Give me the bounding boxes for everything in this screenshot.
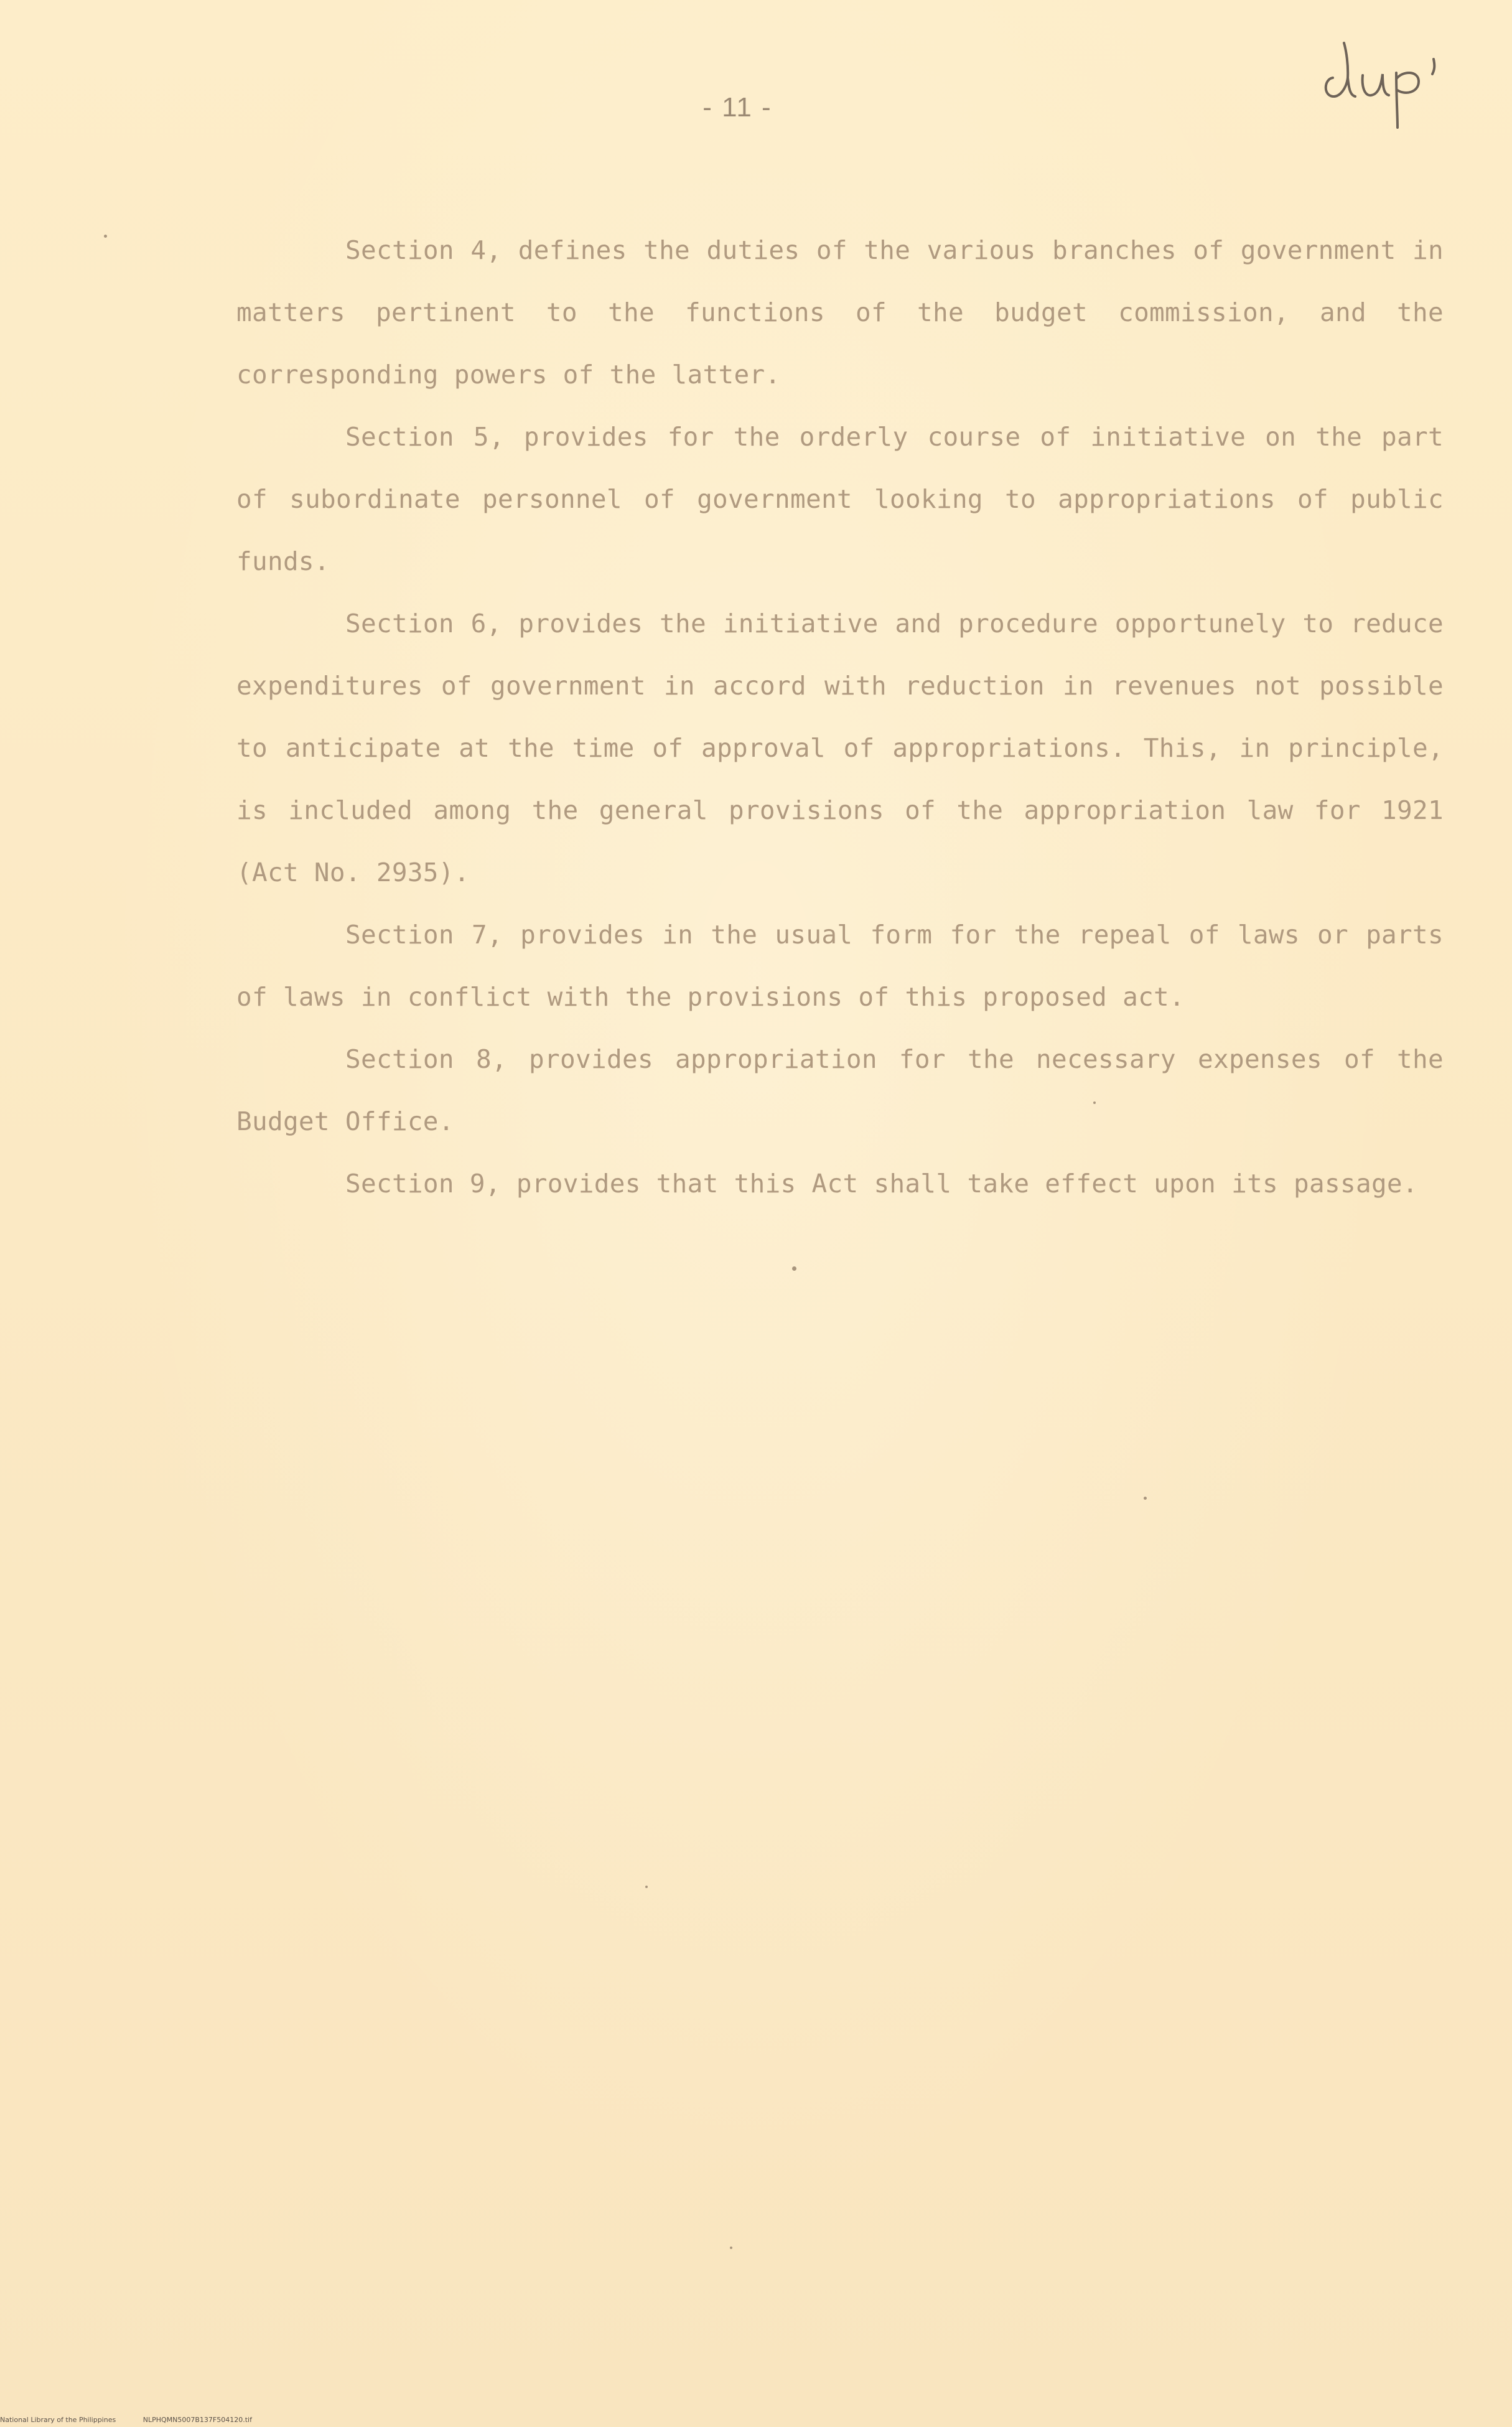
handwritten-annotation	[1319, 34, 1468, 134]
paragraph-section-7: Section 7, provides in the usual form for the repeal of laws or parts of laws in conflict with the provisions of this proposed act.	[236, 920, 1444, 1012]
page-number: - 11 -	[702, 92, 772, 123]
paragraph-section-8: Section 8, provides appropriation for the necessary expenses of the Budget Office.	[236, 1044, 1444, 1136]
paragraph-section-5: Section 5, provides for the orderly course of initiative on the part of subordinate personnel of government looking to appropriations of public funds.	[236, 422, 1444, 576]
footer-institution: National Library of the Philippines	[0, 2416, 116, 2424]
paragraph-section-4: Section 4, defines the duties of the various branches of government in matters pertinent to the functions of the budget commission, and the corresponding powers of the latter.	[236, 235, 1444, 390]
paragraph-section-9: Section 9, provides that this Act shall take effect upon its passage.	[345, 1169, 1418, 1199]
paper-speck	[104, 235, 107, 238]
paragraph-section-6: Section 6, provides the initiative and procedure opportunely to reduce expenditures of government in accord with reduction in revenues not possible to anticipate at the time of approval of appropriations. This, in principle, is included among the general provisions of the appropriation law for 1921 (Act No. 2935).	[236, 609, 1444, 887]
body-text	[236, 219, 1444, 1215]
paper-speck	[1093, 1101, 1096, 1104]
archive-footer	[0, 2416, 277, 2424]
paper-speck	[730, 2247, 732, 2249]
footer-file-id: NLPHQMN5007B137F504120.tif	[142, 2416, 252, 2424]
paper-speck	[1144, 1497, 1147, 1500]
paper-speck	[645, 1886, 648, 1888]
paper-speck	[792, 1266, 796, 1271]
